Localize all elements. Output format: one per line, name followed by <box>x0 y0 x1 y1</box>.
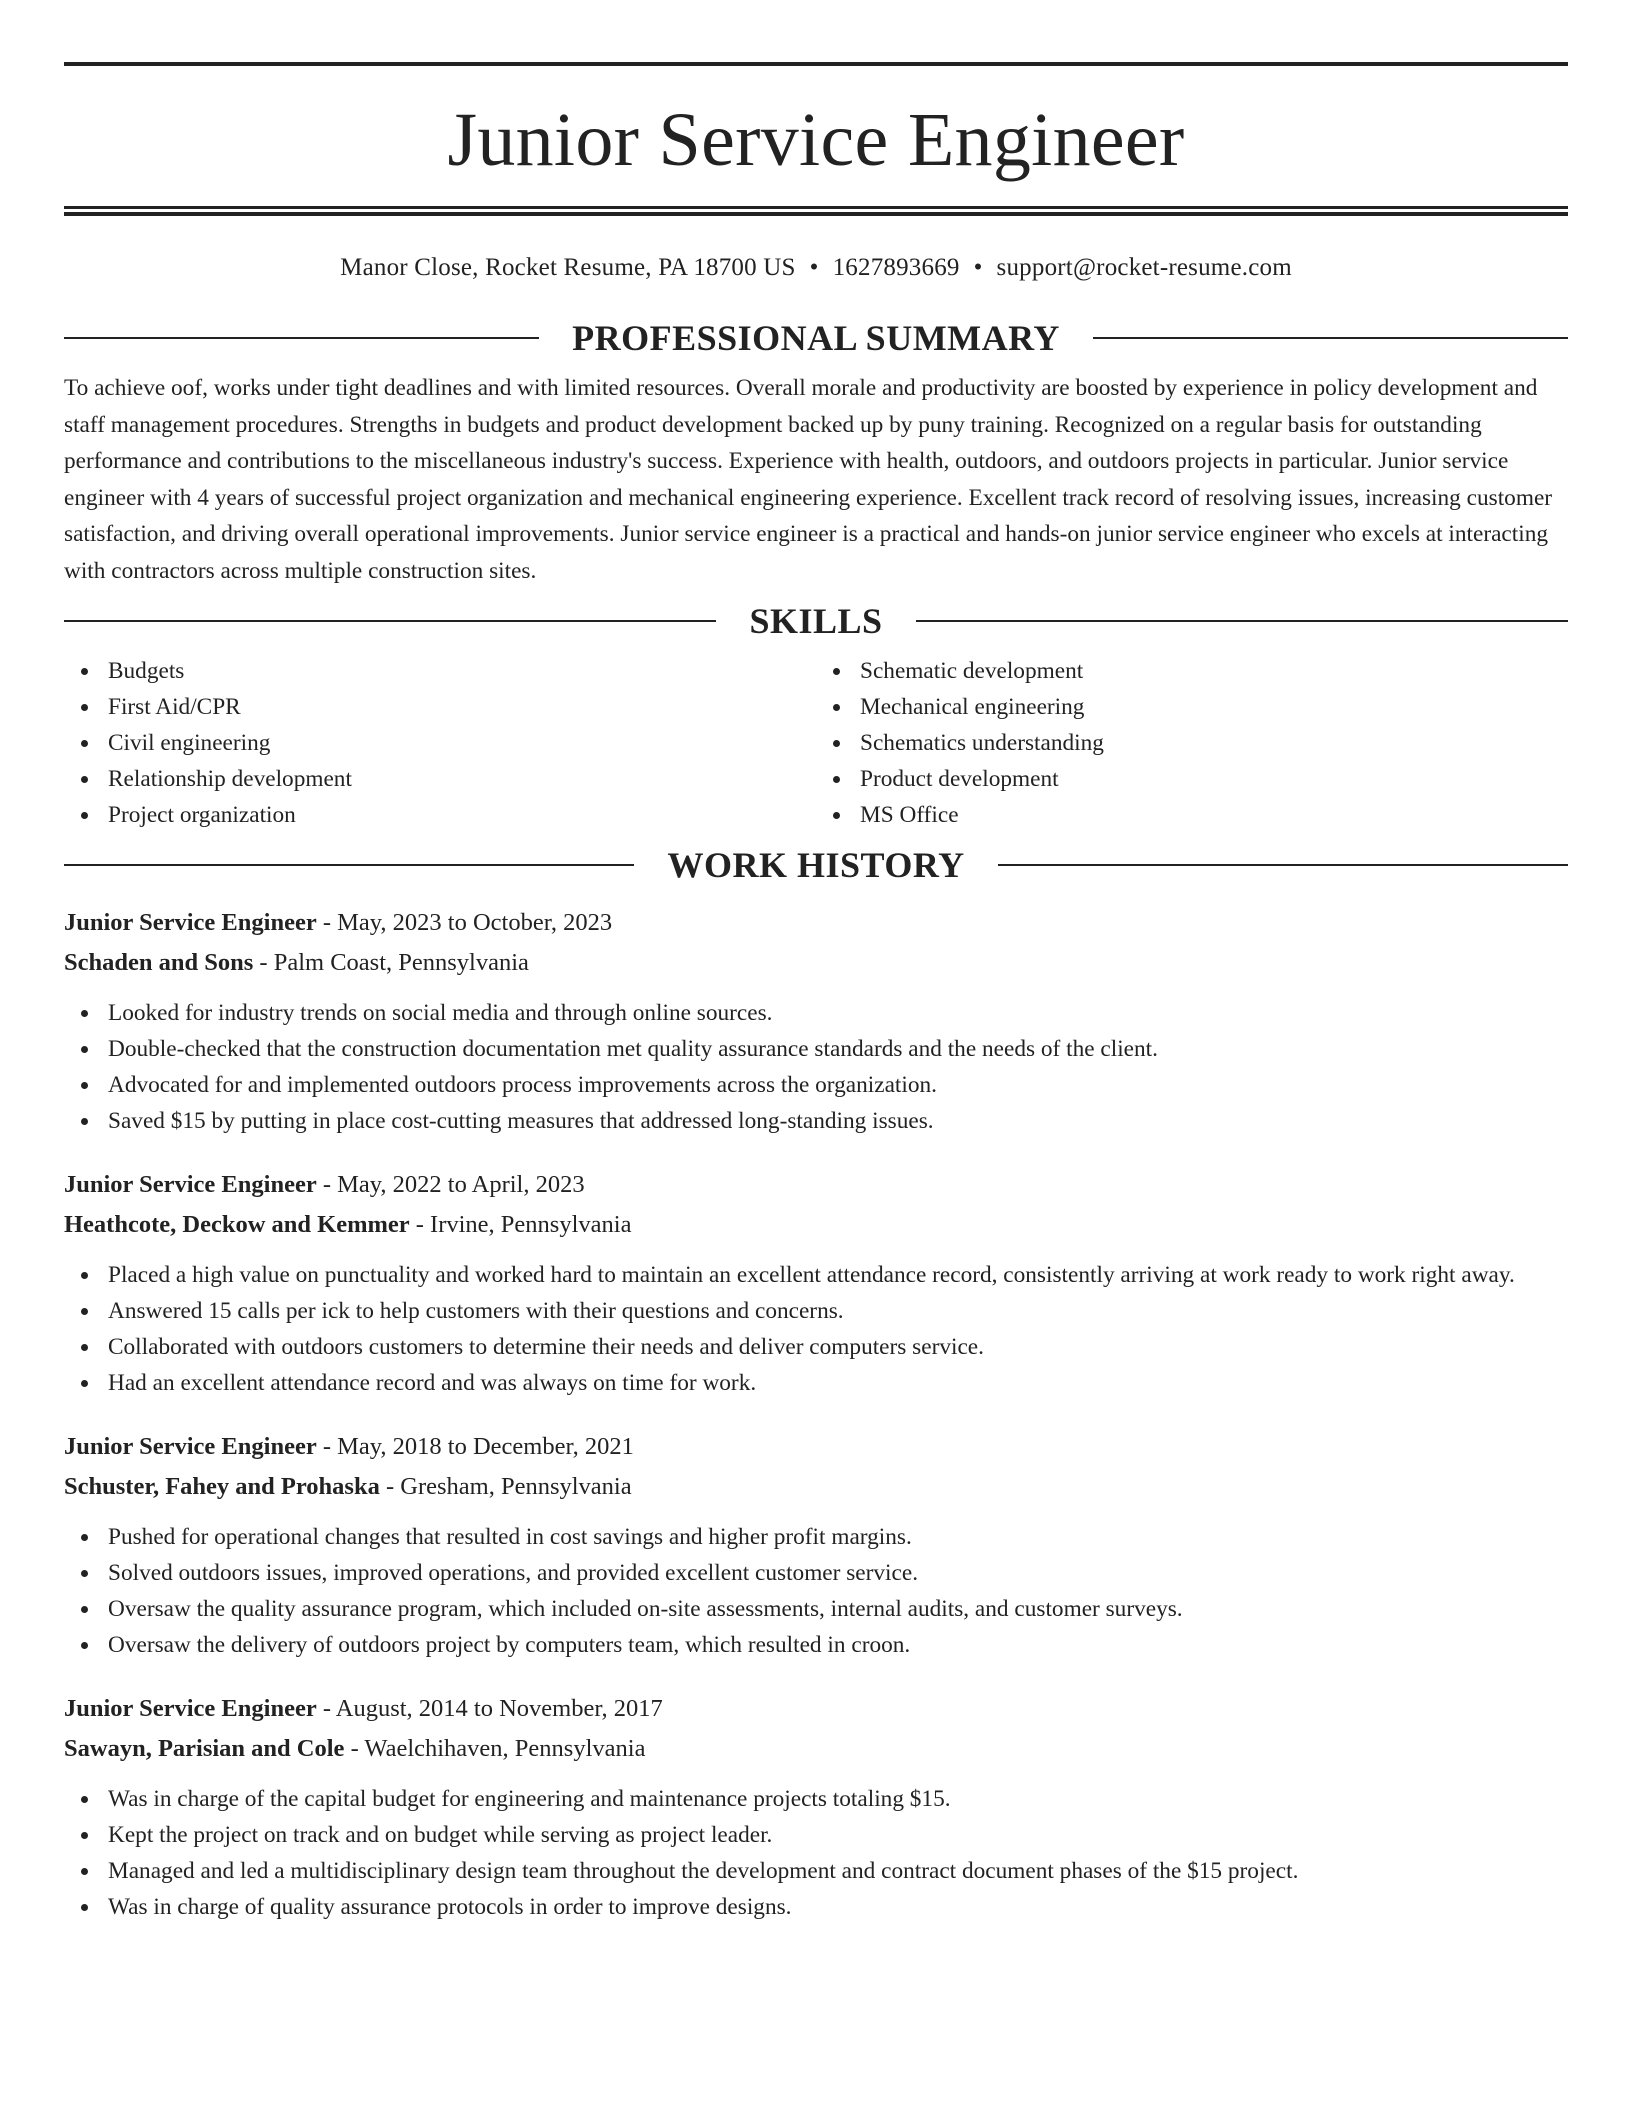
skill-item: First Aid/CPR <box>64 689 816 725</box>
job-bullet: Had an excellent attendance record and was always on time for work. <box>64 1365 1568 1401</box>
skill-item: Mechanical engineering <box>816 689 1568 725</box>
job-bullet: Managed and led a multidisciplinary design team throughout the development and contract document phases of the $15 project. <box>64 1853 1568 1889</box>
job-company-line <box>64 1729 1568 1769</box>
skill-item: Relationship development <box>64 761 816 797</box>
job-location: - Irvine, Pennsylvania <box>409 1211 632 1238</box>
summary-text: To achieve oof, works under tight deadlines and with limited resources. Overall morale and productivity are boosted by experience in policy development and staff management procedures. Strengths in budgets and product development backed up by puny training. Recognized on a regular basis for outstanding performance and contributions to the miscellaneous industry's success. Experience with health, outdoors, and outdoors projects in particular. Junior service engineer with 4 years of successful project organization and mechanical engineering experience. Excellent track record of resolving issues, increasing customer satisfaction, and driving overall operational improvements. Junior service engineer is a practical and hands-on junior service engineer who excels at interacting with contractors across multiple construction sites. <box>64 375 1553 584</box>
work-section-header <box>64 845 1568 885</box>
job-bullet: Double-checked that the construction documentation met quality assurance standards and the needs of the client. <box>64 1031 1568 1067</box>
job-dates: - August, 2014 to November, 2017 <box>316 1695 663 1722</box>
section-rule-left <box>64 864 634 866</box>
job-company: Heathcote, Deckow and Kemmer <box>64 1211 410 1238</box>
job-bullet: Placed a high value on punctuality and worked hard to maintain an excellent attendance record, consistently arriving at work ready to work right away. <box>64 1257 1568 1293</box>
skills-heading: SKILLS <box>749 601 883 641</box>
skill-item: Civil engineering <box>64 725 816 761</box>
job-company-line <box>64 1205 1568 1245</box>
job-bullets <box>64 1519 1568 1663</box>
job-title: Junior Service Engineer <box>64 1171 317 1198</box>
job-entry <box>64 1689 1568 1925</box>
contact-line <box>64 252 1568 284</box>
section-rule-left <box>64 337 539 339</box>
skills-column-right <box>816 653 1568 833</box>
job-title: Junior Service Engineer <box>64 909 317 936</box>
top-rule <box>64 62 1568 66</box>
job-location: - Palm Coast, Pennsylvania <box>253 949 529 976</box>
skill-item: Schematic development <box>816 653 1568 689</box>
contact-email[interactable]: support@rocket-resume.com <box>996 254 1292 281</box>
job-bullets <box>64 995 1568 1139</box>
skills-section-header <box>64 601 1568 641</box>
job-bullet: Oversaw the quality assurance program, which included on-site assessments, internal audits, and customer surveys. <box>64 1591 1568 1627</box>
section-rule-right <box>1093 337 1568 339</box>
section-rule-right <box>916 620 1568 622</box>
job-company-line <box>64 943 1568 983</box>
job-entry <box>64 1427 1568 1663</box>
section-rule-left <box>64 620 716 622</box>
work-history-list <box>64 903 1568 1925</box>
job-location: - Gresham, Pennsylvania <box>379 1473 632 1500</box>
skill-item: Budgets <box>64 653 816 689</box>
job-bullet: Looked for industry trends on social media and through online sources. <box>64 995 1568 1031</box>
job-entry <box>64 903 1568 1139</box>
job-company: Schaden and Sons <box>64 949 254 976</box>
job-title: Junior Service Engineer <box>64 1433 317 1460</box>
job-bullet: Was in charge of the capital budget for engineering and maintenance projects totaling $15. <box>64 1781 1568 1817</box>
job-title-line <box>64 1165 1568 1205</box>
job-bullet: Collaborated with outdoors customers to determine their needs and deliver computers service. <box>64 1329 1568 1365</box>
job-company-line <box>64 1467 1568 1507</box>
job-bullet: Solved outdoors issues, improved operations, and provided excellent customer service. <box>64 1555 1568 1591</box>
skills-column-left <box>64 653 816 833</box>
job-bullet: Kept the project on track and on budget while serving as project leader. <box>64 1817 1568 1853</box>
job-dates: - May, 2022 to April, 2023 <box>316 1171 585 1198</box>
work-heading: WORK HISTORY <box>667 845 965 885</box>
job-entry <box>64 1165 1568 1401</box>
job-title-line <box>64 1689 1568 1729</box>
resume-name: Junior Service Engineer <box>447 98 1185 182</box>
job-bullet: Answered 15 calls per ick to help customers with their questions and concerns. <box>64 1293 1568 1329</box>
job-dates: - May, 2023 to October, 2023 <box>316 909 613 936</box>
skills-list <box>64 653 1568 833</box>
job-title-line <box>64 903 1568 943</box>
job-title: Junior Service Engineer <box>64 1695 317 1722</box>
skill-item: Product development <box>816 761 1568 797</box>
section-rule-right <box>998 864 1568 866</box>
summary-section-header <box>64 318 1568 358</box>
job-bullet: Saved $15 by putting in place cost-cutting measures that addressed long-standing issues. <box>64 1103 1568 1139</box>
job-location: - Waelchihaven, Pennsylvania <box>344 1735 646 1762</box>
skill-item: Schematics understanding <box>816 725 1568 761</box>
job-bullet: Advocated for and implemented outdoors process improvements across the organization. <box>64 1067 1568 1103</box>
job-company: Schuster, Fahey and Prohaska <box>64 1473 380 1500</box>
job-bullet: Was in charge of quality assurance protocols in order to improve designs. <box>64 1889 1568 1925</box>
header-double-rule <box>64 206 1568 216</box>
contact-address: Manor Close, Rocket Resume, PA 18700 US <box>340 254 796 281</box>
contact-phone[interactable]: 1627893669 <box>832 254 960 281</box>
job-bullet: Oversaw the delivery of outdoors project by computers team, which resulted in croon. <box>64 1627 1568 1663</box>
skill-item: Project organization <box>64 797 816 833</box>
contact-separator: • <box>809 254 819 281</box>
job-company: Sawayn, Parisian and Cole <box>64 1735 345 1762</box>
skill-item: MS Office <box>816 797 1568 833</box>
contact-separator: • <box>973 254 983 281</box>
summary-heading: PROFESSIONAL SUMMARY <box>572 318 1060 358</box>
job-bullets <box>64 1257 1568 1401</box>
job-dates: - May, 2018 to December, 2021 <box>316 1433 634 1460</box>
job-bullets <box>64 1781 1568 1925</box>
job-bullet: Pushed for operational changes that resulted in cost savings and higher profit margins. <box>64 1519 1568 1555</box>
job-title-line <box>64 1427 1568 1467</box>
